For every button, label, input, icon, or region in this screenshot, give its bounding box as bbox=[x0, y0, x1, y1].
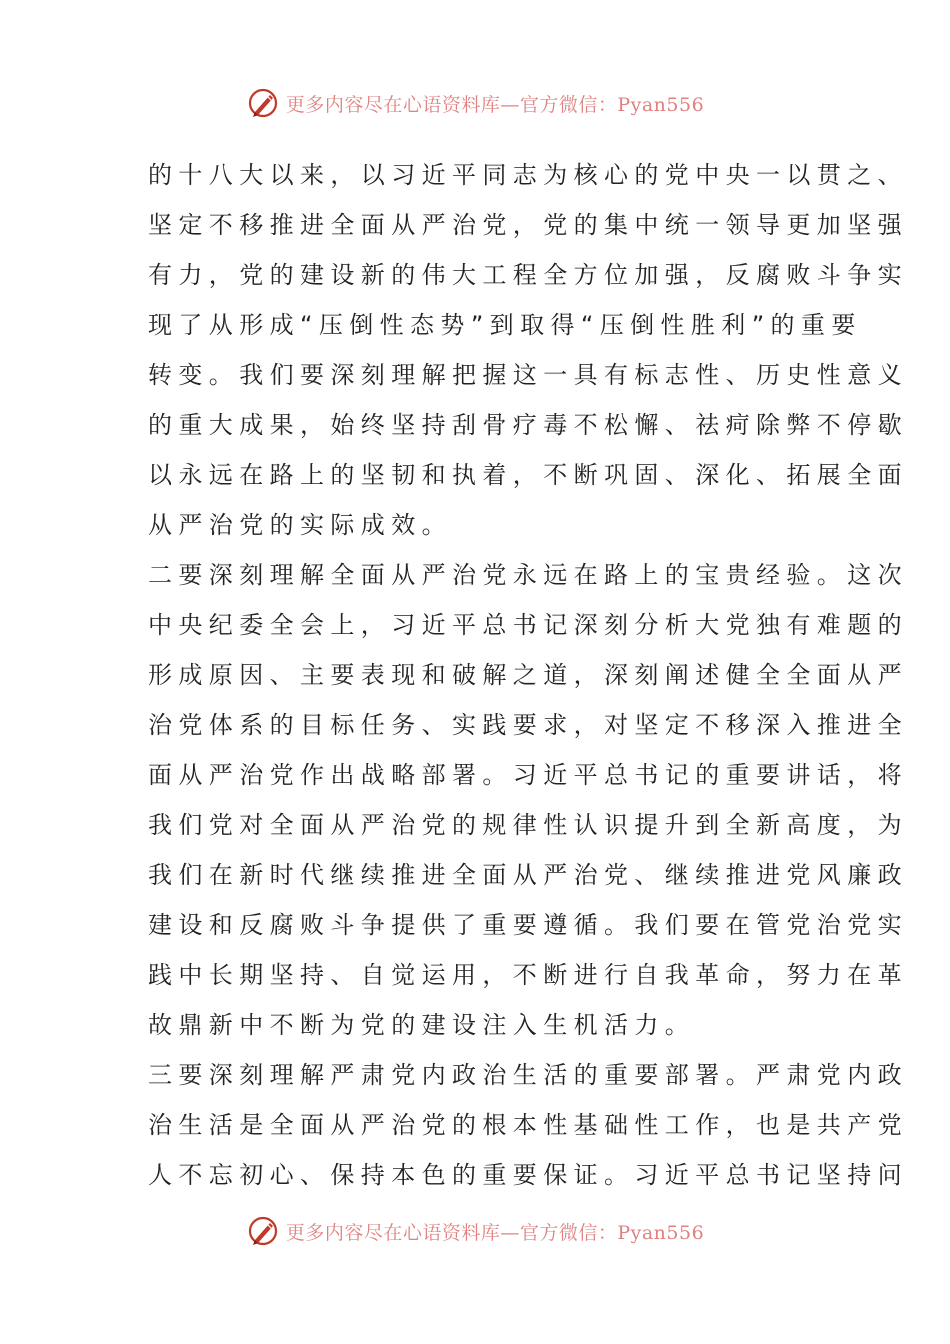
body-line: 二要深刻理解全面从严治党永远在路上的宝贵经验。这次 bbox=[148, 561, 908, 589]
header-watermark bbox=[0, 83, 950, 123]
body-line: 有力，党的建设新的伟大工程全方位加强，反腐败斗争实 bbox=[148, 261, 908, 289]
watermark-text: 更多内容尽在心语资料库—官方微信：Pyan556 bbox=[285, 1221, 705, 1244]
body-line: 人不忘初心、保持本色的重要保证。习近平总书记坚持问 bbox=[148, 1161, 908, 1189]
watermark-text: 更多内容尽在心语资料库—官方微信：Pyan556 bbox=[285, 93, 705, 116]
body-line: 的十八大以来，以习近平同志为核心的党中央一以贯之、 bbox=[148, 161, 908, 189]
body-line: 我们在新时代继续推进全面从严治党、继续推进党风廉政 bbox=[148, 861, 908, 889]
body-line: 形成原因、主要表现和破解之道，深刻阐述健全全面从严 bbox=[148, 661, 908, 689]
body-line: 以永远在路上的坚韧和执着，不断巩固、深化、拓展全面 bbox=[148, 461, 908, 489]
pen-logo-icon bbox=[246, 86, 280, 120]
document-body bbox=[148, 150, 908, 1200]
body-line: 治党体系的目标任务、实践要求，对坚定不移深入推进全 bbox=[148, 711, 908, 739]
body-line: 的重大成果，始终坚持刮骨疗毒不松懈、祛疴除弊不停歇 bbox=[148, 411, 908, 439]
body-line: 治生活是全面从严治党的根本性基础性工作，也是共产党 bbox=[148, 1111, 908, 1139]
body-line: 三要深刻理解严肃党内政治生活的重要部署。严肃党内政 bbox=[148, 1061, 908, 1089]
body-line: 中央纪委全会上，习近平总书记深刻分析大党独有难题的 bbox=[148, 611, 908, 639]
body-line: 践中长期坚持、自觉运用，不断进行自我革命，努力在革 bbox=[148, 961, 908, 989]
body-line: 我们党对全面从严治党的规律性认识提升到全新高度，为 bbox=[148, 811, 908, 839]
footer-watermark bbox=[0, 1211, 950, 1251]
body-line: 现了从形成“压倒性态势”到取得“压倒性胜利”的重要 bbox=[148, 311, 862, 339]
body-line: 从严治党的实际成效。 bbox=[148, 511, 452, 539]
body-line: 坚定不移推进全面从严治党，党的集中统一领导更加坚强 bbox=[148, 211, 908, 239]
body-line: 建设和反腐败斗争提供了重要遵循。我们要在管党治党实 bbox=[148, 911, 908, 939]
body-line: 转变。我们要深刻理解把握这一具有标志性、历史性意义 bbox=[148, 361, 908, 389]
body-line: 故鼎新中不断为党的建设注入生机活力。 bbox=[148, 1011, 696, 1039]
body-line: 面从严治党作出战略部署。习近平总书记的重要讲话，将 bbox=[148, 761, 908, 789]
pen-logo-icon bbox=[246, 1214, 280, 1248]
